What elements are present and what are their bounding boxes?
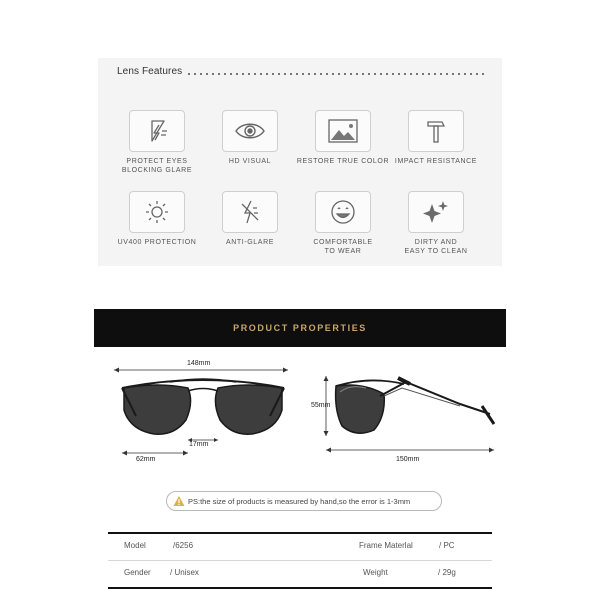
note-text: PS:the size of products is measured by hand,so the error is 1-3mm bbox=[188, 496, 411, 506]
product-properties-banner bbox=[94, 309, 506, 347]
anti-glare-icon bbox=[222, 191, 278, 233]
spec-value-model: /6256 bbox=[173, 541, 194, 550]
spec-value-gender: / Unisex bbox=[170, 568, 199, 577]
dim-total-width: 148mm bbox=[187, 360, 211, 367]
feature-hd-visual bbox=[200, 110, 300, 166]
table-row-divider bbox=[108, 560, 492, 561]
dim-lens-width: 62mm bbox=[136, 456, 156, 463]
banner-title: PRODUCT PROPERTIES bbox=[233, 323, 367, 333]
feature-label: IMPACT RESISTANCE bbox=[394, 158, 478, 165]
feature-label: UV400 PROTECTION bbox=[117, 239, 197, 246]
feature-label: COMFORTABLE TO WEAR bbox=[313, 239, 373, 255]
spec-label-weight: Weight bbox=[363, 568, 388, 577]
sparkle-icon bbox=[408, 191, 464, 233]
dotted-divider bbox=[186, 73, 486, 75]
spec-label-gender: Gender bbox=[124, 568, 151, 577]
feature-label: PROTECT EYES BLOCKING GLARE bbox=[121, 158, 193, 174]
dim-lens-height: 55mm bbox=[311, 402, 331, 409]
table-bottom-rule bbox=[108, 587, 492, 589]
lightning-shield-icon bbox=[129, 110, 185, 152]
feature-label: DIRTY AND EASY TO CLEAN bbox=[404, 239, 468, 255]
spec-label-model: Model bbox=[124, 541, 146, 550]
measurement-note bbox=[166, 491, 442, 511]
feature-label: ANTI-GLARE bbox=[225, 239, 274, 246]
image-icon bbox=[315, 110, 371, 152]
glasses-side-view bbox=[300, 368, 500, 460]
table-top-rule bbox=[108, 532, 492, 534]
eye-icon bbox=[222, 110, 278, 152]
spec-label-frame-material: Frame Materlal bbox=[359, 541, 413, 550]
feature-impact bbox=[386, 110, 486, 166]
warning-icon bbox=[173, 495, 185, 507]
hammer-icon bbox=[408, 110, 464, 152]
feature-uv400 bbox=[107, 191, 207, 247]
feature-label: RESTORE TRUE COLOR bbox=[296, 158, 390, 165]
sun-icon bbox=[129, 191, 185, 233]
smile-icon bbox=[315, 191, 371, 233]
feature-label: HD VISUAL bbox=[228, 158, 272, 165]
feature-protect-eyes bbox=[107, 110, 207, 175]
spec-value-frame-material: / PC bbox=[439, 541, 455, 550]
spec-value-weight: / 29g bbox=[438, 568, 456, 577]
feature-true-color bbox=[293, 110, 393, 166]
dim-bridge: 17mm bbox=[189, 441, 209, 448]
feature-comfortable bbox=[293, 191, 393, 256]
dim-temple-length: 150mm bbox=[396, 456, 420, 463]
glasses-front-view bbox=[108, 358, 298, 468]
feature-anti-glare bbox=[200, 191, 300, 247]
lens-features-title: Lens Features bbox=[117, 66, 183, 77]
feature-easy-clean bbox=[386, 191, 486, 256]
